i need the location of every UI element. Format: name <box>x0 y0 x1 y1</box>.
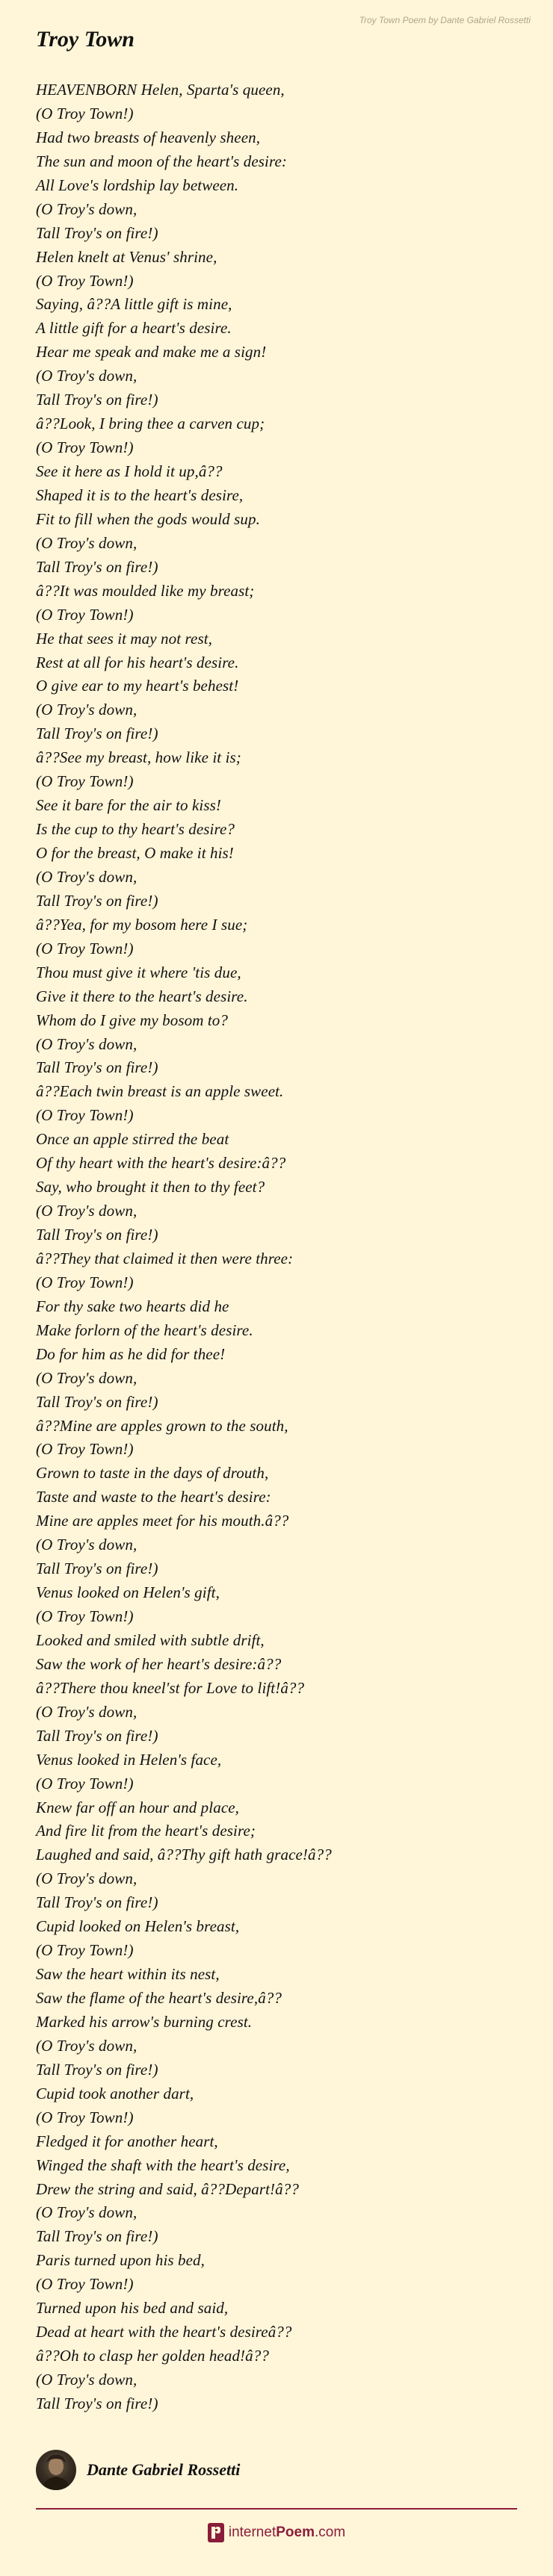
poem-line: (O Troy's down, <box>36 1702 138 1721</box>
brand-logo[interactable] <box>0 2523 553 2542</box>
poem-line: (O Troy's down, <box>36 199 138 218</box>
poem-line: (O Troy's down, <box>36 2036 138 2055</box>
poem-line: Tall Troy's on fire!) <box>36 557 158 576</box>
poem-line: See it here as I hold it up,â?? <box>36 462 223 480</box>
poem-line: (O Troy Town!) <box>36 1607 134 1625</box>
poem-line: (O Troy's down, <box>36 1368 138 1387</box>
poem-line: Cupid took another dart, <box>36 2084 194 2102</box>
poem-line: (O Troy Town!) <box>36 271 134 290</box>
poem-line: Helen knelt at Venus' shrine, <box>36 247 217 266</box>
poem-line: Rest at all for his heart's desire. <box>36 653 239 671</box>
poem-line: (O Troy Town!) <box>36 104 134 122</box>
poem-line: Make forlorn of the heart's desire. <box>36 1320 253 1339</box>
poem-line: Thou must give it where 'tis due, <box>36 963 241 981</box>
poem-line: (O Troy's down, <box>36 1536 138 1554</box>
poem-line: Hear me speak and make me a sign! <box>36 343 267 361</box>
poem-line: â??They that claimed it then were three: <box>36 1249 294 1267</box>
poem-line: â??It was moulded like my breast; <box>36 581 255 600</box>
poem-line: Grown to taste in the days of drouth, <box>36 1464 269 1483</box>
poem-line: Shaped it is to the heart's desire, <box>36 485 244 504</box>
poem-line: (O Troy Town!) <box>36 2108 134 2126</box>
poem-line: (O Troy's down, <box>36 2203 138 2222</box>
poem-line: Say, who brought it then to thy feet? <box>36 1178 265 1197</box>
poem-line: O for the breast, O make it his! <box>36 844 234 862</box>
poem-line: â??Mine are apples grown to the south, <box>36 1416 288 1435</box>
poem-line: â??Yea, for my bosom here I sue; <box>36 915 248 934</box>
poem-line: Tall Troy's on fire!) <box>36 1058 158 1077</box>
poem-title: Troy Town <box>36 27 135 52</box>
poem-line: Tall Troy's on fire!) <box>36 2394 158 2412</box>
poem-line: Taste and waste to the heart's desire: <box>36 1488 271 1506</box>
poem-line: Tall Troy's on fire!) <box>36 1226 158 1244</box>
author-name[interactable]: Dante Gabriel Rossetti <box>87 2460 241 2479</box>
poem-line: Laughed and said, â??Thy gift hath grace!â?? <box>36 1846 332 1864</box>
poem-line: (O Troy's down, <box>36 367 138 385</box>
poem-line: All Love's lordship lay between. <box>36 176 239 194</box>
poem-line: Venus looked in Helen's face, <box>36 1750 222 1769</box>
footer-divider <box>36 2508 517 2510</box>
poem-line: Fledged it for another heart, <box>36 2132 218 2150</box>
poem-line: (O Troy's down, <box>36 701 138 719</box>
poem-line: He that sees it may not rest, <box>36 629 213 648</box>
poem-line: â??See my breast, how like it is; <box>36 748 241 767</box>
poem-line: Winged the shaft with the heart's desire, <box>36 2156 290 2174</box>
poem-line: Tall Troy's on fire!) <box>36 391 158 409</box>
brand-suffix: .com <box>314 2524 346 2540</box>
poem-line: Saw the heart within its nest, <box>36 1965 220 1984</box>
poem-line: (O Troy Town!) <box>36 605 134 624</box>
poem-line: (O Troy's down, <box>36 1202 138 1220</box>
poem-line: (O Troy Town!) <box>36 2275 134 2294</box>
poem-line: (O Troy's down, <box>36 1869 138 1888</box>
credit-line: Troy Town Poem by Dante Gabriel Rossetti <box>359 15 531 25</box>
poem-line: HEAVENBORN Helen, Sparta's queen, <box>36 81 285 99</box>
poem-line: Once an apple stirred the beat <box>36 1130 229 1149</box>
poem-line: Tall Troy's on fire!) <box>36 223 158 242</box>
author-portrait-icon <box>36 2450 76 2490</box>
poem-line: (O Troy Town!) <box>36 772 134 791</box>
poem-line: Venus looked on Helen's gift, <box>36 1583 220 1602</box>
poem-line: (O Troy Town!) <box>36 1106 134 1125</box>
poem-line: (O Troy Town!) <box>36 1273 134 1291</box>
poem-line: And fire lit from the heart's desire; <box>36 1822 256 1840</box>
poem-line: (O Troy Town!) <box>36 438 134 457</box>
poem-line: Tall Troy's on fire!) <box>36 891 158 910</box>
poem-line: A little gift for a heart's desire. <box>36 319 232 338</box>
poem-line: â??Look, I bring thee a carven cup; <box>36 415 265 433</box>
poem-line: (O Troy Town!) <box>36 939 134 958</box>
poem-line: Fit to fill when the gods would sup. <box>36 509 260 528</box>
poem-line: (O Troy's down, <box>36 1034 138 1053</box>
poem-line: (O Troy Town!) <box>36 1440 134 1459</box>
poem-line: See it bare for the air to kiss! <box>36 796 221 815</box>
poem-line: (O Troy Town!) <box>36 1941 134 1960</box>
poem-line: Turned upon his bed and said, <box>36 2299 229 2318</box>
poem-line: Paris turned upon his bed, <box>36 2251 206 2270</box>
poem-line: Mine are apples meet for his mouth.â?? <box>36 1512 289 1530</box>
poem-line: Whom do I give my bosom to? <box>36 1011 228 1029</box>
poem-line: Tall Troy's on fire!) <box>36 724 158 743</box>
internetpoem-logo-icon <box>208 2523 224 2542</box>
poem-line: Cupid looked on Helen's breast, <box>36 1917 240 1936</box>
poem-line: For thy sake two hearts did he <box>36 1297 229 1315</box>
poem-line: (O Troy's down, <box>36 533 138 552</box>
poem-line: (O Troy Town!) <box>36 1774 134 1793</box>
poem-line: Drew the string and said, â??Depart!â?? <box>36 2179 299 2198</box>
author-avatar[interactable] <box>36 2450 76 2490</box>
poem-line: Saw the flame of the heart's desire,â?? <box>36 1989 282 2007</box>
poem-line: Tall Troy's on fire!) <box>36 1392 158 1411</box>
poem-line: Dead at heart with the heart's desireâ?? <box>36 2323 292 2341</box>
poem-line: Marked his arrow's burning crest. <box>36 2012 253 2031</box>
poem-line: Tall Troy's on fire!) <box>36 1726 158 1745</box>
poem-line: O give ear to my heart's behest! <box>36 677 239 695</box>
poem-line: â??Oh to clasp her golden head!â?? <box>36 2347 269 2365</box>
brand-main: Poem <box>276 2524 315 2540</box>
poem-line: (O Troy's down, <box>36 2371 138 2389</box>
poem-line: Give it there to the heart's desire. <box>36 987 248 1005</box>
brand-prefix: internet <box>228 2524 276 2540</box>
author-block[interactable] <box>36 2450 240 2490</box>
poem-line: Tall Troy's on fire!) <box>36 2227 158 2246</box>
poem-line: Tall Troy's on fire!) <box>36 2060 158 2079</box>
poem-line: Tall Troy's on fire!) <box>36 1893 158 1912</box>
poem-line: Looked and smiled with subtle drift, <box>36 1630 265 1649</box>
poem-line: â??Each twin breast is an apple sweet. <box>36 1082 284 1101</box>
poem-line: (O Troy's down, <box>36 867 138 886</box>
poem-line: Do for him as he did for thee! <box>36 1344 226 1363</box>
poem-line: â??There thou kneel'st for Love to lift!â?? <box>36 1678 305 1697</box>
poem-line: Tall Troy's on fire!) <box>36 1559 158 1578</box>
poem-line: Saying, â??A little gift is mine, <box>36 295 232 314</box>
poem-line: Of thy heart with the heart's desire:â?? <box>36 1154 286 1173</box>
poem-line: Had two breasts of heavenly sheen, <box>36 128 261 146</box>
poem-line: Is the cup to thy heart's desire? <box>36 820 235 839</box>
poem-line: The sun and moon of the heart's desire: <box>36 152 288 170</box>
poem-line: Knew far off an hour and place, <box>36 1798 240 1816</box>
poem-line: Saw the work of her heart's desire:â?? <box>36 1654 282 1673</box>
poem-body <box>36 78 529 2416</box>
